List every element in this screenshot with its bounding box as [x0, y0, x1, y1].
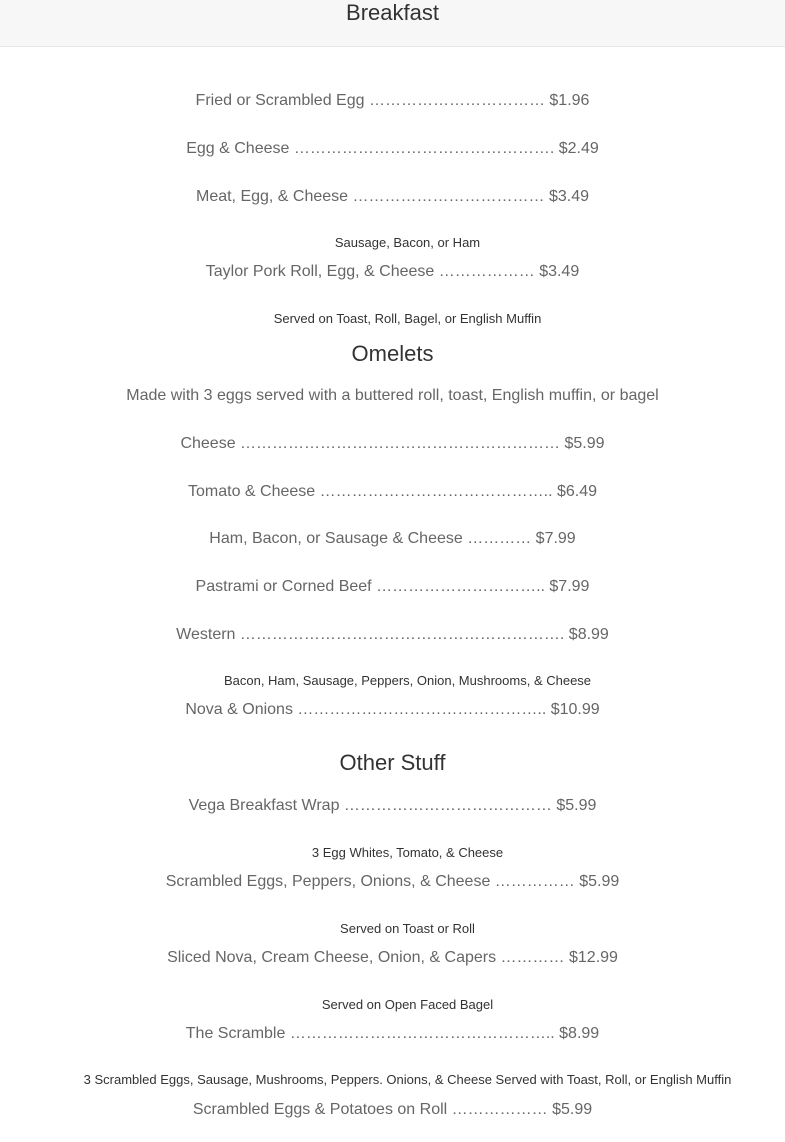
omelets-intro: Made with 3 eggs served with a buttered roll, toast, English muffin, or bagel: [126, 387, 659, 404]
menu-item-vega-wrap: Vega Breakfast Wrap ………………………………… $5.99: [188, 797, 597, 814]
menu-item-tomato-cheese-omelet: Tomato & Cheese …………………………………….. $6.49: [188, 483, 597, 500]
menu-note-scramble-ingredients: 3 Scrambled Eggs, Sausage, Mushrooms, Peppers. Onions, & Cheese Served with Toast, Roll, or English Muffin: [83, 1072, 732, 1087]
menu-item-taylor-pork-roll: Taylor Pork Roll, Egg, & Cheese ……………… $3.49: [205, 263, 580, 280]
menu-note-served-on: Served on Toast, Roll, Bagel, or English Muffin: [273, 311, 542, 326]
menu-item-eggs-potatoes-roll: Scrambled Eggs & Potatoes on Roll ……………… $5.99: [192, 1101, 593, 1118]
menu-item-pastrami-omelet: Pastrami or Corned Beef ………………………….. $7.99: [195, 578, 590, 595]
menu-note-meat-options: Sausage, Bacon, or Ham: [334, 235, 481, 250]
breakfast-heading: Breakfast: [346, 0, 439, 25]
menu-item-egg-cheese: Egg & Cheese …………………………………………. $2.49: [186, 140, 599, 157]
menu-note-toast-or-roll: Served on Toast or Roll: [340, 921, 475, 936]
menu-item-ham-bacon-omelet: Ham, Bacon, or Sausage & Cheese ………… $7.99: [209, 530, 576, 547]
menu-item-western-omelet: Western ……………………………………………………. $8.99: [176, 626, 609, 643]
menu-note-western-ingredients: Bacon, Ham, Sausage, Peppers, Onion, Mushrooms, & Cheese: [223, 673, 592, 688]
menu-item-fried-egg: Fried or Scrambled Egg …………………………… $1.96: [195, 92, 590, 109]
menu-item-cheese-omelet: Cheese …………………………………………………… $5.99: [180, 435, 605, 452]
menu-note-vega-ingredients: 3 Egg Whites, Tomato, & Cheese: [311, 845, 504, 860]
menu-note-open-faced-bagel: Served on Open Faced Bagel: [321, 997, 494, 1012]
menu-item-sliced-nova: Sliced Nova, Cream Cheese, Onion, & Capers ………… $12.99: [167, 949, 618, 966]
menu-item-scrambled-peppers: Scrambled Eggs, Peppers, Onions, & Cheese …………… $5.99: [165, 873, 620, 890]
menu-item-nova-onions-omelet: Nova & Onions ……………………………………….. $10.99: [185, 701, 600, 718]
menu-item-the-scramble: The Scramble ………………………………………….. $8.99: [185, 1025, 600, 1042]
menu-item-meat-egg-cheese: Meat, Egg, & Cheese ……………………………… $3.49: [195, 188, 589, 205]
omelets-heading: Omelets: [351, 341, 434, 366]
other-stuff-heading: Other Stuff: [339, 750, 446, 775]
